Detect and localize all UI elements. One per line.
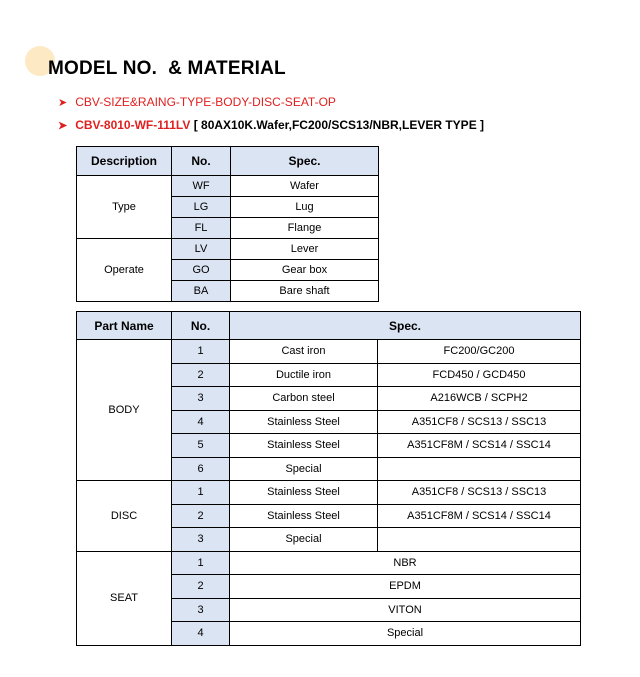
- spec-cell: Bare shaft: [231, 281, 379, 302]
- part-name-cell: BODY: [77, 340, 172, 481]
- header-no: No.: [172, 312, 230, 340]
- code-cell: FL: [172, 218, 231, 239]
- model-example-code: CBV-8010-WF-111LV: [75, 118, 191, 132]
- number-cell: 6: [172, 457, 230, 481]
- header-part-name: Part Name: [77, 312, 172, 340]
- number-cell: 2: [172, 504, 230, 528]
- code-cell: GO: [172, 260, 231, 281]
- table-row: [77, 481, 581, 505]
- table-header-row: [77, 147, 379, 176]
- spec-cell: A351CF8 / SCS13 / SSC13: [378, 481, 581, 505]
- part-material-table: [76, 311, 581, 646]
- spec-cell: FC200/GC200: [378, 340, 581, 364]
- group-label: Type: [77, 176, 172, 239]
- model-example-description: [ 80AX10K.Wafer,FC200/SCS13/NBR,LEVER TYPE ]: [190, 118, 485, 132]
- spec-cell: FCD450 / GCD450: [378, 363, 581, 387]
- spec-cell: [378, 457, 581, 481]
- spec-cell: [378, 528, 581, 552]
- number-cell: 4: [172, 622, 230, 646]
- code-cell: LG: [172, 197, 231, 218]
- group-label: Operate: [77, 239, 172, 302]
- number-cell: 4: [172, 410, 230, 434]
- material-cell: Carbon steel: [230, 387, 378, 411]
- number-cell: 2: [172, 575, 230, 599]
- page-title: MODEL NO. & MATERIAL: [48, 58, 286, 79]
- spec-cell: A351CF8M / SCS14 / SSC14: [378, 504, 581, 528]
- number-cell: 1: [172, 481, 230, 505]
- material-cell: NBR: [230, 551, 581, 575]
- header-spec: Spec.: [231, 147, 379, 176]
- table-row: [77, 551, 581, 575]
- header-no: No.: [172, 147, 231, 176]
- material-cell: Stainless Steel: [230, 410, 378, 434]
- arrow-bullet-icon: ➤: [58, 97, 68, 109]
- part-name-cell: DISC: [77, 481, 172, 552]
- spec-cell: Gear box: [231, 260, 379, 281]
- part-name-cell: SEAT: [77, 551, 172, 645]
- number-cell: 1: [172, 551, 230, 575]
- model-format-text: CBV-SIZE&RAING-TYPE-BODY-DISC-SEAT-OP: [75, 95, 336, 109]
- material-cell: VITON: [230, 598, 581, 622]
- spec-cell: A216WCB / SCPH2: [378, 387, 581, 411]
- table-row: [77, 239, 379, 260]
- spec-cell: Lug: [231, 197, 379, 218]
- table-row: [77, 340, 581, 364]
- spec-cell: A351CF8M / SCS14 / SSC14: [378, 434, 581, 458]
- material-cell: EPDM: [230, 575, 581, 599]
- number-cell: 3: [172, 528, 230, 552]
- model-example-line: [58, 118, 484, 132]
- spec-cell: Lever: [231, 239, 379, 260]
- material-cell: Cast iron: [230, 340, 378, 364]
- table-row: [77, 176, 379, 197]
- number-cell: 2: [172, 363, 230, 387]
- arrow-bullet-icon: ➤: [58, 120, 68, 132]
- code-cell: LV: [172, 239, 231, 260]
- material-cell: Special: [230, 457, 378, 481]
- material-cell: Stainless Steel: [230, 434, 378, 458]
- model-format-line: [58, 95, 336, 109]
- material-cell: Special: [230, 528, 378, 552]
- spec-cell: Wafer: [231, 176, 379, 197]
- code-cell: WF: [172, 176, 231, 197]
- number-cell: 3: [172, 598, 230, 622]
- number-cell: 5: [172, 434, 230, 458]
- spec-cell: A351CF8 / SCS13 / SSC13: [378, 410, 581, 434]
- number-cell: 3: [172, 387, 230, 411]
- spec-cell: Flange: [231, 218, 379, 239]
- material-cell: Special: [230, 622, 581, 646]
- code-cell: BA: [172, 281, 231, 302]
- table-header-row: [77, 312, 581, 340]
- material-cell: Stainless Steel: [230, 504, 378, 528]
- material-cell: Stainless Steel: [230, 481, 378, 505]
- header-description: Description: [77, 147, 172, 176]
- header-spec: Spec.: [230, 312, 581, 340]
- material-cell: Ductile iron: [230, 363, 378, 387]
- type-operate-table: [76, 146, 379, 302]
- number-cell: 1: [172, 340, 230, 364]
